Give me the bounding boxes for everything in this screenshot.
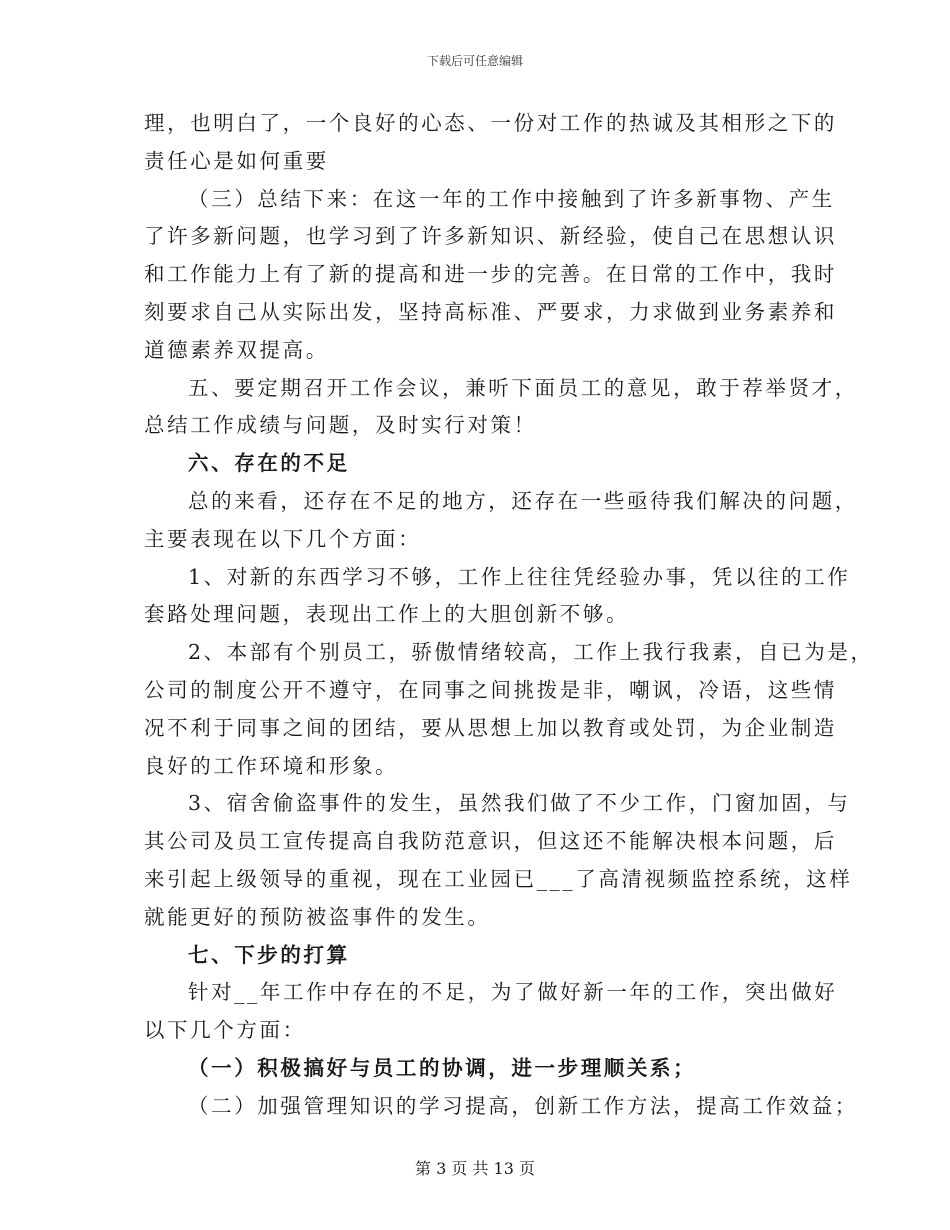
paragraph-line: 公司的制度公开不遵守，在同事之间挑拨是非，嘲讽，冷语，这些情 (144, 677, 837, 702)
paragraph-line: 主要表现在以下几个方面： (144, 526, 422, 551)
paragraph-line: （二）加强管理知识的学习提高，创新工作方法，提高工作效益； (188, 1093, 858, 1118)
paragraph-line: 2、本部有个别员工，骄傲情绪较高，工作上我行我素，自已为是， (188, 640, 874, 665)
paragraph-line: 责任心是如何重要 (144, 148, 329, 173)
paragraph-line: 了许多新问题，也学习到了许多新知识、新经验，使自己在思想认识 (144, 224, 837, 249)
section-heading: 七、下步的打算 (188, 942, 350, 967)
paragraph-line: 道德素养双提高。 (144, 337, 329, 362)
paragraph-line: 理，也明白了，一个良好的心态、一份对工作的热诚及其相形之下的 (144, 111, 837, 135)
section-heading: 六、存在的不足 (188, 451, 350, 476)
paragraph-line: 刻要求自己从实际出发，坚持高标准、严要求，力求做到业务素养和 (144, 299, 837, 324)
paragraph-line: 良好的工作环境和形象。 (144, 753, 399, 778)
subsection-heading: （一）积极搞好与员工的协调，进一步理顺关系； (188, 1055, 697, 1080)
paragraph-line: 就能更好的预防被盗事件的发生。 (144, 904, 491, 929)
paragraph-line: 套路处理问题，表现出工作上的大胆创新不够。 (144, 602, 630, 627)
paragraph-line: 以下几个方面： (144, 1018, 306, 1043)
paragraph-line: 五、要定期召开工作会议，兼听下面员工的意见，敢于荐举贤才， (188, 375, 858, 400)
page-header: 下载后可任意编辑 (426, 54, 523, 68)
paragraph-line: （三）总结下来：在这一年的工作中接触到了许多新事物、产生 (188, 186, 835, 211)
paragraph-line: 其公司及员工宣传提高自我防范意识，但这还不能解决根本问题，后 (144, 829, 837, 854)
paragraph-line: 来引起上级领导的重视，现在工业园已___了高清视频监控系统，这样 (144, 866, 853, 891)
page-number: 第 3 页 共 13 页 (415, 1159, 535, 1178)
paragraph-line: 1、对新的东西学习不够，工作上往往凭经验办事，凭以往的工作 (188, 564, 851, 589)
paragraph-line: 和工作能力上有了新的提高和进一步的完善。在日常的工作中，我时 (144, 262, 837, 287)
document-body (144, 105, 874, 1126)
paragraph-line: 总结工作成绩与问题，及时实行对策！ (144, 413, 537, 438)
paragraph-line: 况不利于同事之间的团结，要从思想上加以教育或处罚，为企业制造 (144, 715, 837, 740)
paragraph-line: 针对__年工作中存在的不足，为了做好新一年的工作，突出做好 (188, 980, 838, 1005)
paragraph-line: 总的来看，还存在不足的地方，还存在一些亟待我们解决的问题， (188, 488, 858, 513)
paragraph-line: 3、宿舍偷盗事件的发生，虽然我们做了不少工作，门窗加固，与 (188, 791, 851, 816)
